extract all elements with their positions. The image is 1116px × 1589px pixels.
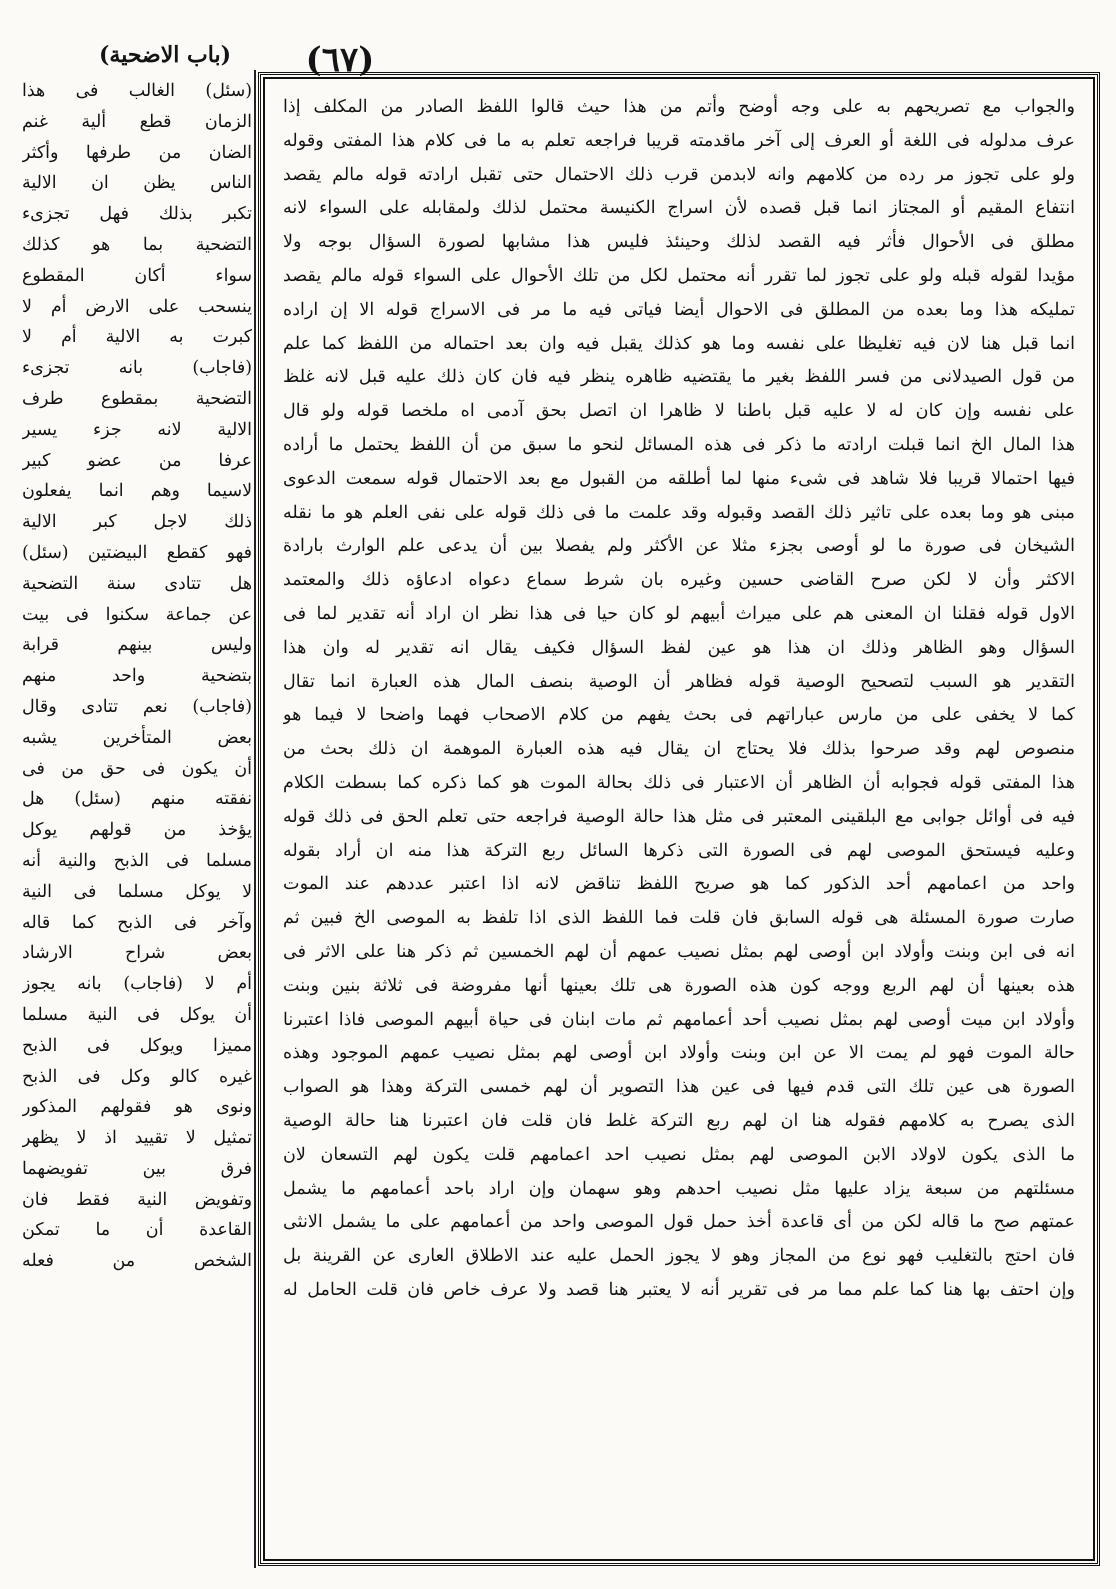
- main-text-line: ولو على تجوز مر رده من كلامهم وانه لابدمن قرب ذلك الاحتمال حتى تقبل ارادته قوله مالم يقصد: [283, 164, 1075, 185]
- main-text-line: تمليكه هذا وما بعده من المطلق فى الاحوال أيضا فياتى فيه ما مر فى الاسراج قوله الا إن اراده: [283, 299, 1075, 320]
- main-text-inner-border: [263, 77, 1095, 1561]
- margin-text-line: ذلك لاجل كبر الالية: [22, 512, 252, 533]
- page-number: (٦٧): [305, 40, 375, 80]
- main-text-line: مطلق فى الأحوال فأثر فيه القصد لذلك وحينئذ فليس هذا مشابها لصورة السؤال بوجه ولا: [283, 232, 1075, 253]
- margin-text-line: بعض المتأخرين يشبه: [22, 727, 252, 748]
- main-text-line: مبنى هو وما بعده على تاثير ذلك القصد وقبوله وقد علمت ما فى ذلك قوله على نفى العلم هو ما نقله: [283, 502, 1075, 523]
- main-text-line: هذه بعينها أن لهم الربع ووجه كون هذه الصورة هى تلك بعينها أنها مفروضة فى ثلاثة بنين وبنت: [283, 975, 1075, 996]
- margin-text-line: مميزا ويوكل فى الذبح: [22, 1035, 252, 1056]
- main-text-line: من قول الصيدلانى من فسر اللفظ بغير ما يقتضيه ظاهره ينظر فيه فان كان ذلك عليه قبل لانه غلظ: [283, 367, 1075, 388]
- margin-text-line: (فاجاب) نعم تتادى وقال: [22, 696, 252, 717]
- margin-text-line: الالية لانه جزء يسير: [22, 419, 252, 440]
- main-text-line: التقدير هو السبب لتصحيح الوصية قوله فظاهر أن الوصية بنصف المال هذه العبارة انما تقال: [283, 671, 1075, 692]
- margin-text-body: [22, 76, 252, 1277]
- margin-text-line: وليس بينهم قرابة: [22, 635, 252, 656]
- margin-text-line: (فاجاب) بانه تجزىء: [22, 358, 252, 379]
- margin-text-line: الزمان قطع ألية غنم: [22, 111, 252, 132]
- margin-text-line: فرق بين تفويضهما: [22, 1158, 252, 1179]
- main-text-line: الذى يصرح به كلامهم فقوله هنا ان لهم ربع التركة غلط فان قلت فان اعتبرنا هنا حالة الوصية: [283, 1110, 1075, 1131]
- margin-text-line: ينسحب على الارض أم لا: [22, 296, 252, 317]
- main-text-line: انه فى ابن وبنت وأولاد ابن أوصى لهم بمثل نصيب عمهم أن لهم الخمسين ثم ذكر هنا على الاثر فى: [283, 941, 1075, 962]
- main-text-line: هذا المفتى قوله فجوابه أن الظاهر أن الاعتبار فى ذلك بحالة الموت هو كما ذكره كما بسطت الكلام: [283, 772, 1075, 793]
- main-text-line: فان احتج بالتغليب فهو نوع من المجاز وهو لا يجوز الحمل عليه عند الاطلاق العارى عن القرينة بل: [283, 1246, 1075, 1267]
- margin-text-line: القاعدة أن ما تمكن: [22, 1220, 252, 1241]
- main-text-line: فيها احتمالا قريبا فلا شاهد فى شىء منها لما أطلقه من القبول مع بعد الاحتمال قوله سمعت الدعوى: [283, 468, 1075, 489]
- main-text-line: عمتهم صح ما قاله لكن من أى قاعدة أخذ حمل قول الموصى واحد من أعمامهم على ما يشمل الانثى: [283, 1212, 1075, 1233]
- main-text-line: الاكثر وأن لا لكن صرح القاضى حسين وغيره بان شرط سماع دعواه ادعاؤه ذلك والمعتمد: [283, 570, 1075, 591]
- margin-text-line: أم لا (فاجاب) بانه يجوز: [22, 974, 252, 995]
- main-text-line: منصوص لهم وقد صرحوا بذلك فلا يحتاج ان يقال فيه هذه العبارة الموهمة ان ذلك بحث من: [283, 739, 1075, 760]
- main-text-line: مؤيدا لقوله قبله ولو على تجوز لما تقرر أنه محتمل لكل من تلك الأحوال على السواء قوله مالم يقصد: [283, 265, 1075, 286]
- main-text-line: انتفاع المقيم أو المجتاز انما قبل قصده لأن اسراج الكنيسة محتمل لذلك ولمقابله على السواء لانه: [283, 198, 1075, 219]
- margin-text-line: وتفويض النية فقط فان: [22, 1189, 252, 1210]
- margin-text-line: أن يكون فى حق من فى: [22, 758, 252, 779]
- main-text-line: الشيخان فى صورة ما لو أوصى بجزء مثلا عن الأكثر ولم يفصلا بين أن يدعى علم الوارث بارادة: [283, 536, 1075, 557]
- main-text-line: الصورة هى عين تلك التى قدم فيها فى عين هذا التصوير أن لهم خمسى التركة وهذا هو الصواب: [283, 1077, 1075, 1098]
- margin-text-line: تكبر بذلك فهل تجزىء: [22, 204, 252, 225]
- main-text-line: فيه فى أوائل جوابى مع البلقينى المعتبر فى مثل هذا حالة الوصية فراجعه حتى تعلم الحق فى ذلك قوله: [283, 806, 1075, 827]
- main-text-line: وعليه فيستحق الموصى لهم فى الصورة التى ذكرها السائل ربع التركة هذا منه ان أراد بقوله: [283, 840, 1075, 861]
- main-text-line: ما الذى يكون لاولاد الابن الموصى لهم بمثل نصيب احد اعمامهم قلت يكون لهم التسعان لان: [283, 1144, 1075, 1165]
- chapter-title: (باب الاضحية): [99, 42, 231, 68]
- margin-text-line: عرفا من عضو كبير: [22, 450, 252, 471]
- main-text-line: السؤال وهو الظاهر وذلك ان هذا هو عين لفظ السؤال فكيف يقال انه تقدير له وان هذا: [283, 637, 1075, 658]
- margin-text-line: نفقته منهم (سئل) هل: [22, 789, 252, 810]
- margin-text-line: بعض شراح الارشاد: [22, 943, 252, 964]
- margin-text-line: لاسيما وهم انما يفعلون: [22, 481, 252, 502]
- margin-text-line: تمثيل لا تقييد اذ لا يظهر: [22, 1128, 252, 1149]
- margin-text-line: عن جماعة سكنوا فى بيت: [22, 604, 252, 625]
- main-text-line: كما لا يخفى على من مارس عباراتهم فى بحث يفهم من كلام الاصحاب فهما واضحا لا فيما هو: [283, 705, 1075, 726]
- margin-text-line: وآخر فى الذبح كما قاله: [22, 912, 252, 933]
- margin-text-line: يؤخذ من قولهم يوكل: [22, 820, 252, 841]
- main-text-line: مسئلتهم من سبعة يزاد عليها مثل نصيب احدهم وهو سهمان وإن اراد باحد أعمامهم ما يشمل: [283, 1178, 1075, 1199]
- main-text-line: وأولاد ابن ميت أوصى لهم بمثل نصيب أحد أعمامهم ثم مات ابنان فى حياة أبيهم الموصى فاذا اعتبرنا: [283, 1009, 1075, 1030]
- main-text-line: واحد من اعمامهم أحد الذكور كما هو صريح اللفظ تناقض لانه اذا اعتبر عددهم عند الموت: [283, 874, 1075, 895]
- margin-text-line: هل تتادى سنة التضحية: [22, 573, 252, 594]
- margin-text-line: الضان من طرفها وأكثر: [22, 142, 252, 163]
- margin-text-line: بتضحية واحد منهم: [22, 666, 252, 687]
- margin-text-line: كبرت به الالية أم لا: [22, 327, 252, 348]
- main-text-line: على نفسه وإن كان له لا عليه قبل باطنا لا ظاهرا ان اتصل بحق آدمى اه ملخصا قوله ولو قال: [283, 401, 1075, 422]
- column-divider: [254, 70, 256, 1568]
- main-text-line: هذا المال الخ انما قبلت ارادته ما ذكر فى هذه المسائل لنحو ما سبق من أن اللفظ يحتمل ما أراده: [283, 434, 1075, 455]
- margin-text-line: مسلما فى الذبح والنية أنه: [22, 850, 252, 871]
- main-text-line: صارت صورة المسئلة هى قوله السابق فان قلت فما اللفظ الذى اذا تلفظ به الموصى الخ فبين ثم: [283, 908, 1075, 929]
- margin-text-line: سواء أكان المقطوع: [22, 265, 252, 286]
- main-text-line: الاول قوله فقلنا ان المعنى هم على ميراث أبيهم لو كان حيا فى هذا نظر ان اراد أنه تقدير لما فى: [283, 603, 1075, 624]
- margin-commentary: [22, 76, 252, 1556]
- main-text-body: [283, 91, 1075, 1308]
- margin-text-line: (سئل) الغالب فى هذا: [22, 81, 252, 101]
- main-text-line: وإن احتف بها هنا كما علم مما مر فى تقرير أنه لا يعتبر هنا قصد ولا عرف خاص فان قلت الحامل له: [283, 1279, 1075, 1300]
- margin-text-line: التضحية بما هو كذلك: [22, 234, 252, 255]
- margin-text-line: فهو كقطع البيضتين (سئل): [22, 542, 252, 563]
- main-text-line: حالة الموت فهو لم يمت الا عن ابن وبنت وأولاد ابن أوصى لهم بمثل نصيب عمهم الموجود وهذه: [283, 1043, 1075, 1064]
- main-text-line: والجواب مع تصريحهم به على وجه أوضح وأتم من هذا حيث قالوا اللفظ الصادر من المكلف إذا: [283, 97, 1075, 117]
- margin-text-line: الشخص من فعله: [22, 1251, 252, 1272]
- margin-text-line: أن يوكل فى النية مسلما: [22, 1004, 252, 1025]
- margin-text-line: ونوى هو فقولهم المذكور: [22, 1097, 252, 1118]
- margin-text-line: التضحية بمقطوع طرف: [22, 388, 252, 409]
- main-text-frame: [258, 72, 1100, 1566]
- margin-text-line: غيره كالو وكل فى الذبح: [22, 1066, 252, 1087]
- margin-text-line: لا يوكل مسلما فى النية: [22, 881, 252, 902]
- margin-text-line: الناس يظن ان الالية: [22, 173, 252, 194]
- main-text-line: انما قبل هنا لان فيه تغليظا على نفسه وما هو كذلك يقبل فيه وان بعد احتماله من اللفظ كما علم: [283, 333, 1075, 354]
- main-text-line: عرف مدلوله فى اللغة أو العرف إلى آخر ماقدمته قريبا فراجعه تعلم به ما فى كلام هذا المفتى وقوله: [283, 130, 1075, 151]
